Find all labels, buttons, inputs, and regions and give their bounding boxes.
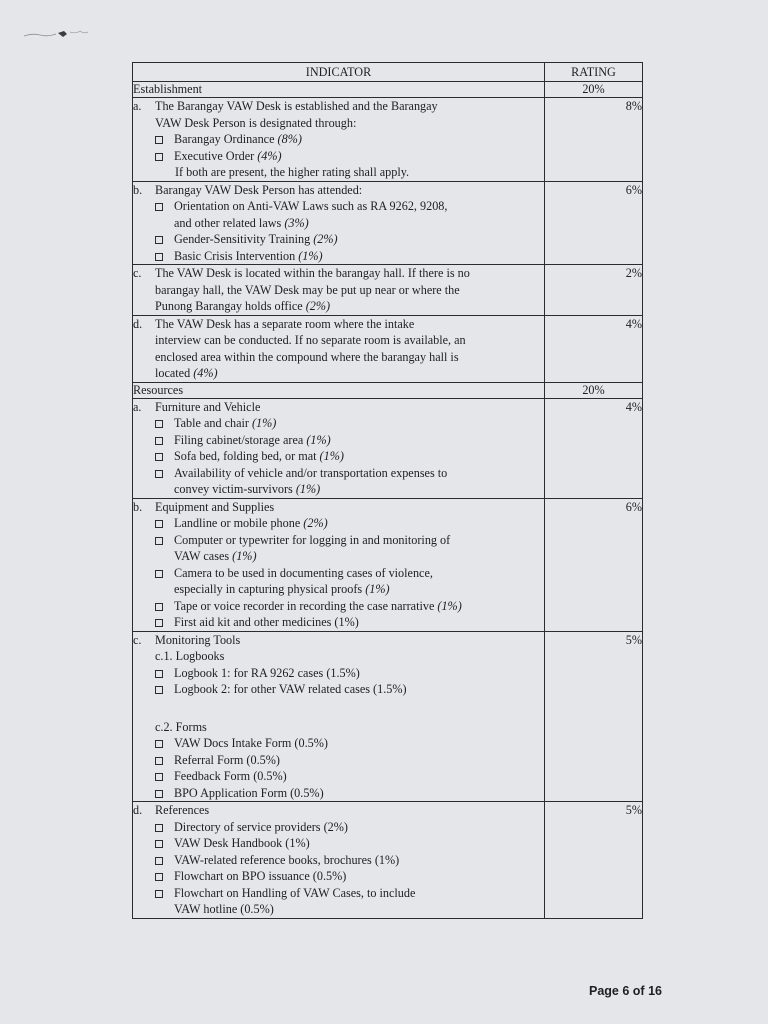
checkbox-bullet-icon <box>155 437 163 445</box>
list-item: Camera to be used in documenting cases of violence, especially in capturing physical proofs (1%) <box>133 565 544 598</box>
list-item: Orientation on Anti-VAW Laws such as RA 9262, 9208, and other related laws (3%) <box>133 198 544 231</box>
checkbox-bullet-icon <box>155 840 163 848</box>
item-letter: d. <box>133 803 143 817</box>
list-item: Availability of vehicle and/or transportation expenses to convey victim-survivors (1%) <box>133 465 544 498</box>
checkbox-bullet-icon <box>155 857 163 865</box>
indicator-column-header: INDICATOR <box>133 63 545 82</box>
total-pages: 16 <box>648 984 662 998</box>
checkbox-bullet-icon <box>155 570 163 578</box>
section-label: Establishment <box>133 82 545 98</box>
item-text: Barangay VAW Desk Person has attended: <box>155 182 363 197</box>
checkbox-bullet-icon <box>155 890 163 898</box>
table-row <box>133 802 643 919</box>
checkbox-bullet-icon <box>155 520 163 528</box>
indicator-cell <box>133 265 545 316</box>
rating-column-header: RATING <box>545 63 643 82</box>
rule-note: If both are present, the higher rating shall apply. <box>175 165 410 179</box>
table-row <box>133 181 643 265</box>
list-item: Table and chair (1%) <box>133 415 544 432</box>
percentage-label: (4%) <box>193 366 218 380</box>
rating-cell: 6% <box>545 498 643 631</box>
table-header-row <box>133 63 643 82</box>
checkbox-bullet-icon <box>155 253 163 261</box>
item-text: VAW Desk Person is designated through: <box>155 115 357 130</box>
list-item: Logbook 2: for other VAW related cases (1.5%) <box>133 681 544 698</box>
list-item: Flowchart on Handling of VAW Cases, to include VAW hotline (0.5%) <box>133 885 544 918</box>
percentage-label: (4%) <box>257 148 282 163</box>
item-text: The VAW Desk is located within the barangay hall. If there is no <box>155 266 470 280</box>
percentage-label: (1%) <box>365 582 390 596</box>
section-rating: 20% <box>545 82 643 98</box>
checkbox-bullet-icon <box>155 203 163 211</box>
indicator-cell <box>133 181 545 265</box>
rating-cell: 4% <box>545 398 643 498</box>
checkbox-bullet-icon <box>155 773 163 781</box>
checkbox-bullet-icon <box>155 236 163 244</box>
rating-cell: 2% <box>545 265 643 316</box>
list-item: Computer or typewriter for logging in and monitoring of VAW cases (1%) <box>133 532 544 565</box>
checkbox-bullet-icon <box>155 420 163 428</box>
indicator-cell <box>133 498 545 631</box>
checkbox-bullet-icon <box>155 136 163 144</box>
section-rating: 20% <box>545 382 643 398</box>
list-item: Referral Form (0.5%) <box>133 752 544 769</box>
table-row <box>133 398 643 498</box>
list-item: BPO Application Form (0.5%) <box>133 785 544 802</box>
item-text: The Barangay VAW Desk is established and the Barangay <box>155 99 438 113</box>
item-letter: c. <box>133 632 142 647</box>
checkbox-bullet-icon <box>155 686 163 694</box>
percentage-label: (1%) <box>232 549 257 563</box>
list-item: VAW Desk Handbook (1%) <box>133 835 544 852</box>
checkbox-bullet-icon <box>155 670 163 678</box>
scan-smudge-mark <box>22 24 102 44</box>
page-number: Page 6 of 16 <box>589 984 662 998</box>
checkbox-bullet-icon <box>155 470 163 478</box>
checkbox-bullet-icon <box>155 619 163 627</box>
list-item: Landline or mobile phone (2%) <box>133 515 544 532</box>
table-row <box>133 265 643 316</box>
section-row-establishment <box>133 82 643 98</box>
list-item: Basic Crisis Intervention (1%) <box>133 248 544 265</box>
table-row <box>133 315 643 382</box>
item-letter: a. <box>133 99 142 113</box>
checkbox-bullet-icon <box>155 790 163 798</box>
list-item: Barangay Ordinance (8%) <box>133 131 544 148</box>
item-text: The VAW Desk has a separate room where the intake <box>155 316 415 331</box>
checkbox-bullet-icon <box>155 537 163 545</box>
percentage-label: (1%) <box>298 248 323 263</box>
list-item: Executive Order (4%) <box>133 148 544 165</box>
list-item: Logbook 1: for RA 9262 cases (1.5%) <box>133 665 544 682</box>
checkbox-bullet-icon <box>155 757 163 765</box>
list-item: Feedback Form (0.5%) <box>133 768 544 785</box>
list-item: Flowchart on BPO issuance (0.5%) <box>133 868 544 885</box>
section-label: Resources <box>133 382 545 398</box>
indicator-rating-table <box>132 62 643 919</box>
item-text: Furniture and Vehicle <box>155 399 261 414</box>
percentage-label: (1%) <box>252 416 277 430</box>
item-text: References <box>155 803 210 817</box>
current-page: 6 <box>622 984 630 998</box>
checkbox-bullet-icon <box>155 453 163 461</box>
list-item: VAW-related reference books, brochures (1%) <box>133 852 544 869</box>
item-letter: d. <box>133 316 143 331</box>
indicator-cell <box>133 315 545 382</box>
rating-cell: 5% <box>545 631 643 802</box>
rating-cell: 8% <box>545 98 643 182</box>
item-text: Punong Barangay holds office <box>155 299 303 313</box>
item-letter: b. <box>133 499 143 514</box>
table-row <box>133 631 643 802</box>
rating-cell: 5% <box>545 802 643 919</box>
list-item: Directory of service providers (2%) <box>133 819 544 836</box>
item-text: Equipment and Supplies <box>155 499 275 514</box>
rating-cell: 6% <box>545 181 643 265</box>
item-text: interview can be conducted. If no separate room is available, an <box>155 333 466 347</box>
list-item: Tape or voice recorder in recording the case narrative (1%) <box>133 598 544 615</box>
table-row <box>133 98 643 182</box>
list-item: Sofa bed, folding bed, or mat (1%) <box>133 448 544 465</box>
section-row-resources <box>133 382 643 398</box>
table-row <box>133 498 643 631</box>
checkbox-bullet-icon <box>155 603 163 611</box>
item-letter: a. <box>133 399 142 414</box>
indicator-cell <box>133 398 545 498</box>
percentage-label: (2%) <box>313 232 338 246</box>
percentage-label: (2%) <box>305 299 331 313</box>
list-item: VAW Docs Intake Form (0.5%) <box>133 735 544 752</box>
checkbox-bullet-icon <box>155 824 163 832</box>
percentage-label: (2%) <box>303 516 328 530</box>
subsection-title: c.1. Logbooks <box>155 649 225 663</box>
checkbox-bullet-icon <box>155 740 163 748</box>
list-item: Filing cabinet/storage area (1%) <box>133 432 544 449</box>
indicator-cell <box>133 98 545 182</box>
indicator-cell <box>133 631 545 802</box>
checkbox-bullet-icon <box>155 153 163 161</box>
item-letter: b. <box>133 182 143 197</box>
percentage-label: (1%) <box>319 449 344 463</box>
rating-cell: 4% <box>545 315 643 382</box>
item-text: Monitoring Tools <box>155 632 241 647</box>
item-letter: c. <box>133 266 142 280</box>
item-text: located <box>155 366 191 380</box>
percentage-label: (8%) <box>277 132 302 146</box>
percentage-label: (1%) <box>306 432 331 447</box>
subsection-title: c.2. Forms <box>155 719 207 734</box>
item-text: barangay hall, the VAW Desk may be put up near or where the <box>155 282 460 297</box>
item-text: enclosed area within the compound where the barangay hall is <box>155 349 459 364</box>
indicator-cell <box>133 802 545 919</box>
checkbox-bullet-icon <box>155 873 163 881</box>
list-item: First aid kit and other medicines (1%) <box>133 614 544 631</box>
percentage-label: (3%) <box>284 215 309 230</box>
percentage-label: (1%) <box>437 598 462 613</box>
list-item: Gender-Sensitivity Training (2%) <box>133 231 544 248</box>
percentage-label: (1%) <box>295 482 321 496</box>
